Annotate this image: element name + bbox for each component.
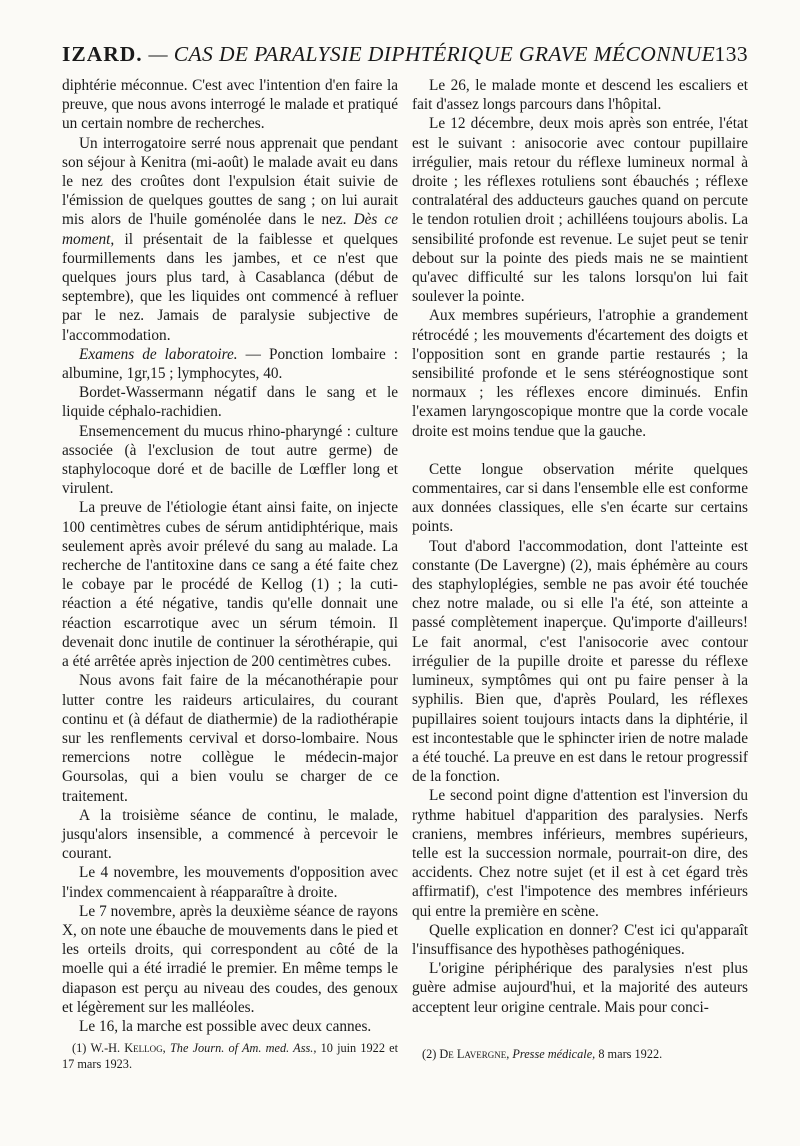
paragraph: Tout d'abord l'accommodation, dont l'atteinte est constante (De Lavergne) (2), mais éphémère au cours des staphyloplégies, semble ne pas avoir été touchée chez notre malade, ou si elle l'a été, son atteinte a passé complètement inaperçue. Qu'importe d'ailleurs! Le fait anormal, c'est l'anisocorie avec contour irrégulier de la pupille droite et paresse du réflexe lumineux, symptômes qui ont pu faire penser à la syphilis. Bien que, d'après Poulard, les réflexes pupillaires soient toujours intacts dans la diphtérie, il est incontestable que le sphincter irien de notre malade a été touché. La preuve en est dans le retour progressif de la fonction.	[412, 537, 748, 786]
footnote-date: 10 juin 1922 et 17 mars 1923.	[62, 1041, 399, 1071]
section-heading: Examens de laboratoire.	[79, 345, 238, 363]
paragraph: Quelle explication en donner? C'est ici qu'apparaît l'insuffisance des hypothèses pathogéniques.	[412, 921, 748, 958]
footnote-author: De Lavergne,	[439, 1047, 510, 1061]
paragraph: Le 7 novembre, après la deuxième séance de rayons X, on note une ébauche de mouvements dans le pied et les orteils droits, qui correspondent au côté de la moelle qui a été irradié le premier. En même temps le diapason est perçu au niveau des coudes, des genoux et légèrement sur les malléoles.	[62, 902, 399, 1016]
footnote-1	[62, 1040, 398, 1072]
footnote-author: W.-H. Kellog,	[90, 1041, 166, 1055]
paragraph: Le 16, la marche est possible avec deux cannes.	[79, 1017, 372, 1035]
left-column	[62, 76, 398, 1036]
paragraph: diphtérie méconnue. C'est avec l'intention d'en faire la preuve, que nous avons interrogé le malade et pratiqué un certain nombre de recherches.	[62, 77, 398, 133]
emphasis: Dès ce moment,	[62, 211, 398, 248]
paragraph: Aux membres supérieurs, l'atrophie a grandement rétrocédé ; les mouvements d'écartement des doigts et l'opposition sont en grande partie restaurés ; la sensibilité profonde et le sens stéréognostique sont normaux ; les réflexes encore diminués. Enfin l'examen laryngoscopique montre que la corde vocale droite est moins tendue que la gauche.	[412, 307, 748, 440]
paragraph: L'origine périphérique des paralysies n'est plus guère admise aujourd'hui, et la majorité des auteurs acceptent leur origine centrale. Mais pour conci-	[412, 960, 748, 1016]
paragraph: Le 26, le malade monte et descend les escaliers et fait d'assez longs parcours dans l'hôpital.	[412, 77, 748, 114]
header-author: IZARD.	[62, 42, 143, 66]
paragraph: Le 4 novembre, les mouvements d'opposition avec l'index commencaient à réapparaître à droite.	[62, 864, 398, 901]
footnote-journal: The Journ. of Am. med. Ass.,	[169, 1041, 317, 1055]
paragraph: La preuve de l'étiologie étant ainsi faite, on injecte 100 centimètres cubes de sérum antidiphtérique, mais seulement après avoir prélevé du sang au malade. La recherche de l'antitoxine dans ce sang a été faite chez le cobaye par le procédé de Kellog (1) ; la cuti-réaction a été négative, tandis qu'elle donnait une réaction escarrotique avec un sérum témoin. Il devenait donc inutile de continuer la sérothérapie, qui a été arrêtée après injection de 200 centimètres cubes.	[62, 499, 398, 671]
paragraph: Bordet-Wassermann négatif dans le sang et le liquide céphalo-rachidien.	[62, 384, 398, 421]
text-run: — Ponction lombaire : albumine, 1gr,15 ; lymphocytes, 40.	[62, 345, 399, 383]
running-header	[62, 42, 748, 72]
footnote-text	[62, 1040, 398, 1072]
footnote-number: (1)	[72, 1041, 87, 1055]
right-column	[412, 76, 748, 1017]
footnote-number: (2)	[422, 1047, 437, 1061]
paragraph	[62, 134, 398, 345]
footnote-2	[412, 1046, 748, 1062]
page-number: 133	[714, 42, 748, 66]
paragraph: Cette longue observation mérite quelques commentaires, car si dans l'ensemble elle est conforme aux données classiques, elle s'en écarte sur certains points.	[412, 460, 748, 536]
paragraph	[62, 345, 398, 383]
paragraph: Nous avons fait faire de la mécanothérapie pour lutter contre les raideurs articulaires, du courant continu et (à défaut de diathermie) de la radiothérapie sur les renflements cervival et dorso-lombaire. Nous remercions notre collègue le médecin-major Goursolas, qui a bien voulu se charger de ce traitement.	[62, 672, 398, 805]
footnote-text	[412, 1046, 748, 1062]
paragraph: Ensemencement du mucus rhino-pharyngé : culture associée (à l'exclusion de tout autre germe) de staphylocoque doré et de bacille de Lœffler long et virulent.	[62, 422, 398, 498]
paragraph: Le second point digne d'attention est l'inversion du rythme habituel d'apparition des paralysies. Nerfs craniens, membres inférieurs, membres supérieurs, telle est la succession normale, pourrait-on dire, des accidents. Chez notre sujet (et il est à cet égard très affirmatif), c'est l'impotence des membres inférieurs qui entre la première en scène.	[412, 787, 748, 920]
header-title: — CAS DE PARALYSIE DIPHTÉRIQUE GRAVE MÉCONNUE	[148, 42, 716, 66]
text-run: il présentait de la faiblesse et quelques fourmillements dans les jambes, et ce n'est que quelques jours plus tard, à Casablanca (début de septembre), que les liquides ont commencé à refluer par le nez. Jamais de paralysie subjective de l'accommodation.	[62, 230, 398, 344]
footnote-date: 8 mars 1922.	[598, 1047, 663, 1061]
text-run: Un interrogatoire serré nous apprenait que pendant son séjour à Kenitra (mi-août) le malade avait eu dans le nez des croûtes dont l'expulsion était suivie de l'émission de quelques gouttes de sang ; on lui aurait mis alors de l'huile goménolée dans le nez.	[62, 134, 398, 229]
paragraph: Le 12 décembre, deux mois après son entrée, l'état est le suivant : anisocorie avec contour pupillaire irrégulier, mais retour du réflexe lumineux normal à droite ; les réflexes rotuliens sont ébauchés ; réflexe contralatéral des adducteurs gauches quand on percute le tendon rotulien droit ; achilléens toujours abolis. La sensibilité profonde est revenue. Le sujet peut se tenir debout sur la pointe des pieds mais ne se maintient qu'avec difficulté sur les talons lorsqu'on lui fait soulever la pointe.	[412, 115, 748, 306]
paragraph: A la troisième séance de continu, le malade, jusqu'alors insensible, a commencé à percevoir le courant.	[62, 806, 398, 863]
footnote-journal: Presse médicale,	[512, 1047, 596, 1061]
